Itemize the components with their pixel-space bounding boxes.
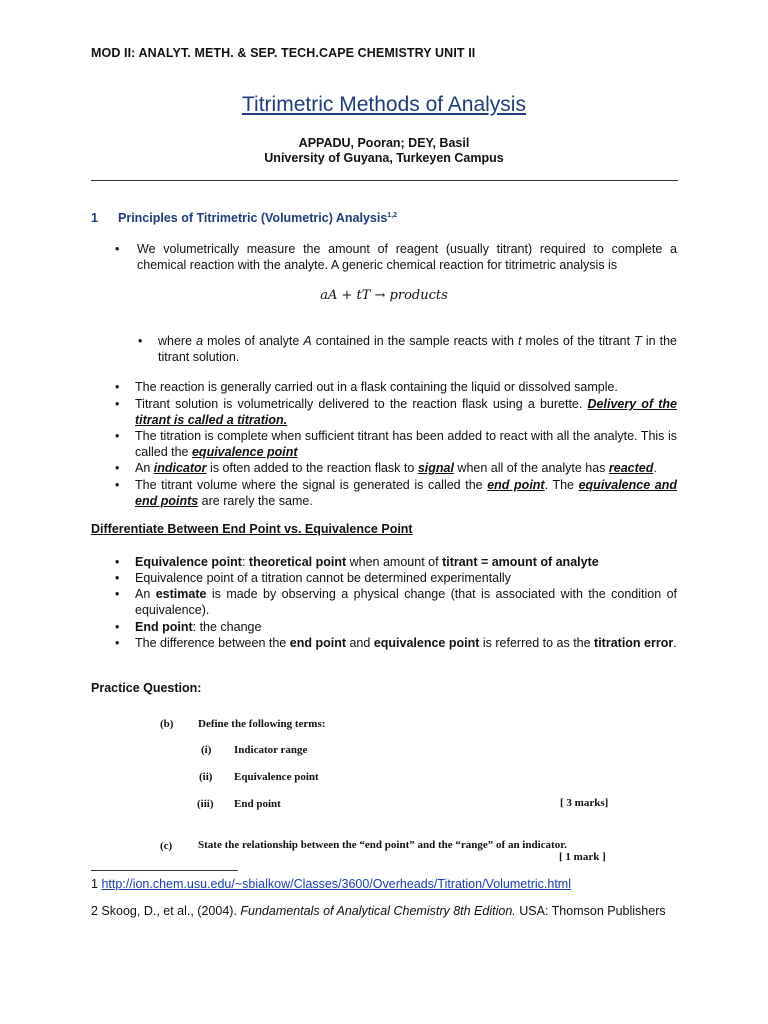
emphasis: end point xyxy=(487,478,545,492)
bold-term: End point xyxy=(135,620,193,634)
bullet-glyph: • xyxy=(115,571,120,585)
text: 2 Skoog, D., et al., (2004). xyxy=(91,904,241,918)
bold-term: end point xyxy=(289,636,346,650)
question-iii-text: End point xyxy=(234,798,281,810)
emphasis: equivalence point xyxy=(191,445,298,459)
practice-heading: Practice Question: xyxy=(91,681,202,695)
text: The reaction is generally carried out in a flask containing the liquid or dissolved sample. xyxy=(135,380,618,394)
author-block xyxy=(0,136,768,166)
var-a: a xyxy=(196,334,204,348)
text: is referred to as the xyxy=(479,636,595,650)
authors: APPADU, Pooran; DEY, Basil xyxy=(298,136,470,150)
section-heading-1 xyxy=(91,211,397,225)
text: The titrant volume where the signal is generated is called the xyxy=(135,478,488,492)
text: when amount of xyxy=(346,555,443,569)
text: USA: Thomson Publishers xyxy=(515,904,666,918)
where-bullet xyxy=(138,333,677,365)
footnote-divider xyxy=(91,870,238,871)
text: where xyxy=(158,334,197,348)
emphasis: signal xyxy=(417,461,454,475)
text: moles of the titrant xyxy=(521,334,635,348)
text: Equivalence point of a titration cannot be determined experimentally xyxy=(135,571,511,585)
text: moles of analyte xyxy=(203,334,304,348)
bullet-reaction-flask xyxy=(115,379,677,395)
question-c-text: State the relationship between the “end point” and the “range” of an indicator. xyxy=(198,839,567,851)
bullet-glyph: • xyxy=(115,636,120,650)
bold-term: theoretical point xyxy=(248,555,347,569)
question-iii-label: (iii) xyxy=(197,798,214,810)
text: in the titrant solution. xyxy=(158,334,677,364)
bullet-glyph: • xyxy=(115,478,120,492)
text: are rarely the same. xyxy=(198,494,313,508)
bold-term: titration error xyxy=(594,636,674,650)
bullet-glyph: • xyxy=(115,587,120,601)
bullet-glyph: • xyxy=(115,380,120,394)
question-b-label: (b) xyxy=(160,718,174,730)
bullet-end-point xyxy=(115,477,677,509)
bullet-glyph: • xyxy=(115,429,120,443)
diff-bullet-endpoint xyxy=(115,619,677,635)
text: An xyxy=(135,461,154,475)
text: . xyxy=(653,461,657,475)
text: is often added to the reaction flask to xyxy=(206,461,418,475)
footnote-1-link[interactable]: http://ion.chem.usu.edu/~sbialkow/Classes/3600/Overheads/Titration/Volumetric.html xyxy=(101,877,571,891)
book-title: Fundamentals of Analytical Chemistry 8th Edition. xyxy=(240,904,516,918)
bullet-indicator xyxy=(115,460,677,476)
document-title: Titrimetric Methods of Analysis xyxy=(242,93,526,116)
var-T: T xyxy=(634,334,642,348)
affiliation: University of Guyana, Turkeyen Campus xyxy=(264,151,504,165)
intro-bullet xyxy=(115,241,677,273)
text: : xyxy=(241,555,249,569)
diff-bullet-experimental xyxy=(115,570,677,586)
bullet-glyph: • xyxy=(115,555,120,569)
text: is made by observing a physical change (that is associated with the condition of equivalence). xyxy=(135,587,677,617)
emphasis: Delivery of the titrant is called a titration. xyxy=(135,397,678,427)
bullet-titration-complete xyxy=(115,428,677,460)
bullet-glyph: • xyxy=(138,334,143,348)
section-number: 1 xyxy=(91,211,98,225)
bullet-glyph: • xyxy=(115,242,120,256)
bold-term: estimate xyxy=(155,587,207,601)
header-divider xyxy=(91,180,678,181)
emphasis: indicator xyxy=(153,461,207,475)
text: . xyxy=(673,636,677,650)
emphasis: equivalence and end points xyxy=(135,478,677,508)
bullet-titrant-delivery xyxy=(115,396,678,428)
bold-term: equivalence point xyxy=(373,636,480,650)
text: contained in the sample reacts with xyxy=(311,334,518,348)
question-c-label: (c) xyxy=(160,840,173,852)
text: and xyxy=(346,636,374,650)
text: The titration is complete when sufficient titrant has been added to react with all the analyte. This is called the xyxy=(135,429,677,459)
text: Titrant solution is volumetrically delivered to the reaction flask using a burette. xyxy=(135,397,588,411)
section-title: Principles of Titrimetric (Volumetric) Analysis xyxy=(118,211,388,225)
footnote-number: 1 xyxy=(91,877,102,891)
question-ii-label: (ii) xyxy=(199,771,213,783)
text: The difference between the xyxy=(135,636,290,650)
footnote-1 xyxy=(91,877,571,891)
diff-bullet-titration-error xyxy=(115,635,677,651)
diff-bullet-equivalence xyxy=(115,554,677,570)
var-A: A xyxy=(303,334,312,348)
text: . The xyxy=(544,478,579,492)
bold-term: Equivalence point xyxy=(135,555,242,569)
footnote-2 xyxy=(91,904,666,918)
question-ii-text: Equivalence point xyxy=(234,771,319,783)
question-i-text: Indicator range xyxy=(234,744,308,756)
differentiate-heading: Differentiate Between End Point vs. Equivalence Point xyxy=(91,522,413,536)
running-header: MOD II: ANALYT. METH. & SEP. TECH.CAPE CHEMISTRY UNIT II xyxy=(91,46,476,60)
text: : the change xyxy=(192,620,262,634)
text: An xyxy=(135,587,156,601)
intro-text: We volumetrically measure the amount of reagent (usually titrant) required to complete a chemical reaction with the analyte. A generic chemical reaction for titrimetric analysis is xyxy=(137,242,677,272)
bullet-glyph: • xyxy=(115,397,120,411)
section-refs: 1,2 xyxy=(387,211,398,219)
var-t: t xyxy=(517,334,522,348)
bullet-glyph: • xyxy=(115,620,120,634)
reaction-equation: aA + tT → products xyxy=(320,288,448,303)
emphasis: reacted xyxy=(608,461,654,475)
question-i-label: (i) xyxy=(201,744,212,756)
bullet-glyph: • xyxy=(115,461,120,475)
diff-bullet-estimate xyxy=(115,586,677,618)
question-b-marks: [ 3 marks] xyxy=(560,797,609,809)
text: when all of the analyte has xyxy=(453,461,609,475)
question-c-marks: [ 1 mark ] xyxy=(559,851,606,863)
question-b-text: Define the following terms: xyxy=(198,718,326,730)
bold-term: titrant = amount of analyte xyxy=(442,555,599,569)
